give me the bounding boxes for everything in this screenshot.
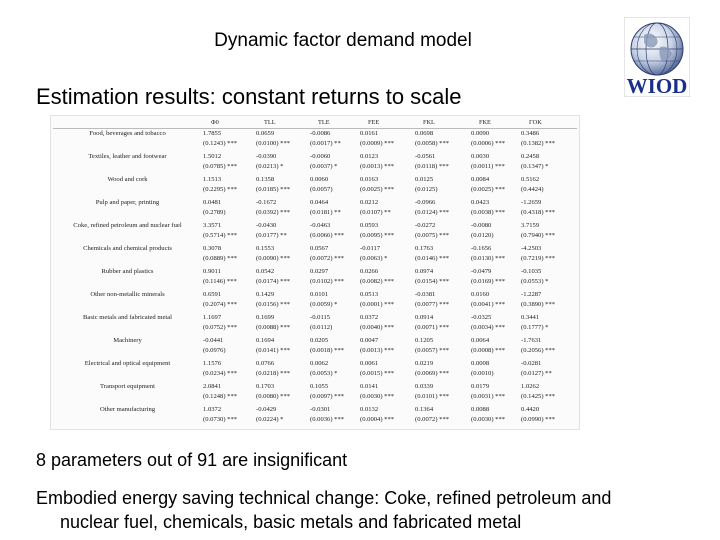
std-error-cell: (0.0102) ***: [310, 278, 345, 285]
std-error-cell: (0.0224) *: [256, 416, 284, 423]
std-error-cell: (0.5714) ***: [203, 232, 238, 239]
std-error-cell: (0.0127) **: [521, 370, 552, 377]
coefficient-cell: 0.0914: [415, 314, 434, 321]
std-error-cell: (0.0234) ***: [203, 370, 238, 377]
coefficient-cell: -0.0080: [471, 222, 492, 229]
column-header: ΓOK: [529, 119, 542, 126]
coefficient-cell: 1.7855: [203, 130, 222, 137]
std-error-cell: (0.0036) ***: [310, 416, 345, 423]
coefficient-cell: 0.0161: [360, 130, 379, 137]
std-error-cell: (0.0097) ***: [310, 393, 345, 400]
std-error-cell: (0.0025) ***: [360, 186, 395, 193]
std-error-cell: (0.0034) ***: [471, 324, 506, 331]
std-error-cell: (0.0095) ***: [360, 232, 395, 239]
coefficient-cell: 0.0542: [256, 268, 275, 275]
coefficient-cell: 0.0123: [360, 153, 379, 160]
coefficient-cell: 3.7159: [521, 222, 540, 229]
coefficient-cell: 0.0297: [310, 268, 329, 275]
std-error-cell: (0.0040) ***: [360, 324, 395, 331]
std-error-cell: (0.0018) ***: [310, 347, 345, 354]
coefficient-cell: 1.5012: [203, 153, 222, 160]
coefficient-cell: -0.0281: [521, 360, 542, 367]
coefficient-cell: 0.1358: [256, 176, 275, 183]
coefficient-cell: 1.0372: [203, 406, 222, 413]
std-error-cell: (0.0030) ***: [471, 416, 506, 423]
coefficient-cell: -0.1656: [471, 245, 492, 252]
std-error-cell: (0.0990) ***: [521, 416, 556, 423]
coefficient-cell: 0.0513: [360, 291, 379, 298]
coefficient-cell: 0.1699: [256, 314, 275, 321]
coefficient-cell: 0.0141: [360, 383, 379, 390]
std-error-cell: (0.1425) ***: [521, 393, 556, 400]
coefficient-cell: 0.0464: [310, 199, 329, 206]
std-error-cell: (0.0100) ***: [256, 140, 291, 147]
coefficient-cell: 0.0212: [360, 199, 379, 206]
column-header: FEE: [368, 119, 380, 126]
std-error-cell: (0.0392) ***: [256, 209, 291, 216]
column-header: Φ0: [211, 119, 219, 126]
std-error-cell: (0.2056) ***: [521, 347, 556, 354]
std-error-cell: (0.0080) ***: [256, 393, 291, 400]
std-error-cell: (0.0090) ***: [256, 255, 291, 262]
std-error-cell: (0.0010): [471, 370, 494, 377]
insignificant-note: 8 parameters out of 91 are insignificant: [36, 450, 348, 470]
energy-saving-note-line2: nuclear fuel, chemicals, basic metals and fabricated metal: [60, 512, 522, 532]
coefficient-cell: 0.9011: [203, 268, 221, 275]
std-error-cell: (0.2074) ***: [203, 301, 238, 308]
std-error-cell: (0.0037) *: [310, 163, 338, 170]
std-error-cell: (0.0156) ***: [256, 301, 291, 308]
std-error-cell: (0.0141) ***: [256, 347, 291, 354]
sector-label: Basic metals and fabricated metal: [83, 314, 172, 321]
std-error-cell: (0.0008) ***: [471, 347, 506, 354]
coefficient-cell: 0.0060: [310, 176, 329, 183]
std-error-cell: (0.0025) ***: [471, 186, 506, 193]
coefficient-cell: 0.0974: [415, 268, 434, 275]
coefficient-cell: -0.0441: [203, 337, 224, 344]
std-error-cell: (0.0004) ***: [360, 416, 395, 423]
coefficient-cell: -0.0430: [256, 222, 277, 229]
coefficient-cell: 0.0047: [360, 337, 379, 344]
std-error-cell: (0.0038) ***: [471, 209, 506, 216]
coefficient-cell: 0.0125: [415, 176, 434, 183]
std-error-cell: (0.1777) *: [521, 324, 549, 331]
coefficient-cell: -0.0479: [471, 268, 492, 275]
coefficient-cell: -1.2287: [521, 291, 542, 298]
coefficient-cell: 0.0101: [310, 291, 329, 298]
std-error-cell: (0.0088) ***: [256, 324, 291, 331]
column-header: FKL: [423, 119, 435, 126]
coefficient-cell: 0.6591: [203, 291, 222, 298]
coefficient-cell: -0.1672: [256, 199, 277, 206]
sector-label: Wood and cork: [107, 176, 148, 183]
std-error-cell: (0.7940) ***: [521, 232, 556, 239]
std-error-cell: (0.0057) ***: [415, 347, 450, 354]
std-error-cell: (0.1382) ***: [521, 140, 556, 147]
std-error-cell: (0.1146) ***: [203, 278, 237, 285]
sector-label: Textiles, leather and footwear: [88, 153, 167, 160]
column-header: TLL: [264, 119, 276, 126]
std-error-cell: (0.0213) *: [256, 163, 284, 170]
coefficient-cell: -0.0390: [256, 153, 277, 160]
std-error-cell: (0.0072) ***: [310, 255, 345, 262]
sector-label: Food, beverages and tobacco: [89, 130, 166, 137]
coefficient-cell: 0.0372: [360, 314, 379, 321]
coefficient-cell: -0.0272: [415, 222, 436, 229]
coefficient-cell: 0.0593: [360, 222, 379, 229]
sector-label: Other non-metallic minerals: [90, 291, 165, 298]
energy-saving-note: [36, 486, 696, 534]
coefficient-cell: 0.0219: [415, 360, 434, 367]
std-error-cell: (0.1248) ***: [203, 393, 238, 400]
std-error-cell: (0.0107) **: [360, 209, 391, 216]
slide-subtitle: Estimation results: constant returns to scale: [36, 84, 462, 109]
sector-label: Pulp and paper, printing: [95, 199, 160, 206]
coefficient-cell: 0.0062: [310, 360, 329, 367]
coefficient-cell: 1.0262: [521, 383, 540, 390]
coefficient-cell: -4.2503: [521, 245, 542, 252]
std-error-cell: (0.0063) *: [360, 255, 388, 262]
coefficient-cell: 0.0084: [471, 176, 490, 183]
std-error-cell: (0.0169) ***: [471, 278, 506, 285]
coefficient-cell: -0.0086: [310, 130, 331, 137]
std-error-cell: (0.0120): [471, 232, 494, 239]
std-error-cell: (0.0553) *: [521, 278, 549, 285]
std-error-cell: (0.0125): [415, 186, 438, 193]
coefficient-cell: 0.1205: [415, 337, 434, 344]
coefficient-cell: 0.0064: [471, 337, 490, 344]
coefficient-cell: 0.3078: [203, 245, 222, 252]
std-error-cell: (0.2789): [203, 209, 226, 216]
coefficient-cell: -0.0117: [360, 245, 381, 252]
coefficient-cell: -0.0115: [310, 314, 331, 321]
column-header: FKE: [479, 119, 491, 126]
std-error-cell: (0.3890) ***: [521, 301, 556, 308]
coefficient-cell: 0.0088: [471, 406, 490, 413]
std-error-cell: (0.4318) ***: [521, 209, 556, 216]
coefficient-cell: 1.1697: [203, 314, 222, 321]
std-error-cell: (0.0009) ***: [360, 140, 395, 147]
std-error-cell: (0.0017) **: [310, 140, 341, 147]
header-rule: [53, 128, 577, 129]
std-error-cell: (0.0077) ***: [415, 301, 450, 308]
coefficient-cell: 0.0567: [310, 245, 329, 252]
coefficient-cell: 0.0008: [471, 360, 490, 367]
std-error-cell: (0.0218) ***: [256, 370, 291, 377]
coefficient-cell: 0.0090: [471, 130, 490, 137]
coefficient-cell: -0.0463: [310, 222, 331, 229]
coefficient-cell: 0.0423: [471, 199, 490, 206]
std-error-cell: (0.0041) ***: [471, 301, 506, 308]
std-error-cell: (0.0118) ***: [415, 163, 449, 170]
std-error-cell: (0.0013) ***: [360, 347, 395, 354]
sector-label: Chemicals and chemical products: [83, 245, 172, 252]
coefficient-cell: 0.0061: [360, 360, 379, 367]
std-error-cell: (0.0057): [310, 186, 333, 193]
sector-label: Other manufacturing: [99, 406, 156, 413]
std-error-cell: (0.0785) ***: [203, 163, 238, 170]
coefficient-cell: 0.0339: [415, 383, 434, 390]
std-error-cell: (0.1347) *: [521, 163, 549, 170]
coefficient-cell: 0.0698: [415, 130, 434, 137]
coefficient-cell: 0.4420: [521, 406, 540, 413]
coefficient-cell: 0.0266: [360, 268, 379, 275]
std-error-cell: (0.0069) ***: [415, 370, 450, 377]
std-error-cell: (0.0174) ***: [256, 278, 291, 285]
coefficient-cell: 0.0163: [360, 176, 379, 183]
std-error-cell: (0.0130) ***: [471, 255, 506, 262]
std-error-cell: (0.0072) ***: [415, 416, 450, 423]
coefficient-cell: 3.3571: [203, 222, 222, 229]
column-header: TLE: [318, 119, 330, 126]
coefficient-cell: -0.0381: [415, 291, 436, 298]
std-error-cell: (0.7219) ***: [521, 255, 556, 262]
coefficient-cell: 0.5162: [521, 176, 540, 183]
coefficient-cell: -1.2659: [521, 199, 542, 206]
std-error-cell: (0.0889) ***: [203, 255, 238, 262]
coefficient-cell: -0.0060: [310, 153, 331, 160]
wiod-logo: [624, 17, 690, 97]
std-error-cell: (0.1243) ***: [203, 140, 238, 147]
sector-label: Machinery: [113, 337, 142, 344]
std-error-cell: (0.4424): [521, 186, 544, 193]
slide-title: Dynamic factor demand model: [214, 30, 472, 51]
svg-text:WIOD: WIOD: [626, 74, 688, 97]
std-error-cell: (0.0058) ***: [415, 140, 450, 147]
coefficient-cell: 0.0179: [471, 383, 490, 390]
std-error-cell: (0.0124) ***: [415, 209, 450, 216]
std-error-cell: (0.0059) *: [310, 301, 338, 308]
std-error-cell: (0.0001) ***: [360, 301, 395, 308]
coefficient-cell: 0.3486: [521, 130, 540, 137]
coefficient-cell: 0.0205: [310, 337, 329, 344]
coefficient-cell: 0.0481: [203, 199, 222, 206]
std-error-cell: (0.0185) ***: [256, 186, 291, 193]
std-error-cell: (0.0177) **: [256, 232, 287, 239]
std-error-cell: (0.0066) ***: [310, 232, 345, 239]
coefficient-cell: -0.0325: [471, 314, 492, 321]
coefficient-cell: 0.1055: [310, 383, 329, 390]
coefficient-cell: 0.1763: [415, 245, 434, 252]
coefficient-cell: 1.1513: [203, 176, 222, 183]
coefficient-cell: 0.0766: [256, 360, 275, 367]
std-error-cell: (0.0146) ***: [415, 255, 450, 262]
std-error-cell: (0.0075) ***: [415, 232, 450, 239]
coefficient-cell: 0.0659: [256, 130, 275, 137]
coefficient-cell: 0.3441: [521, 314, 540, 321]
coefficient-cell: -1.7631: [521, 337, 542, 344]
coefficient-cell: 2.0841: [203, 383, 222, 390]
coefficient-cell: -0.0429: [256, 406, 277, 413]
std-error-cell: (0.0031) ***: [471, 393, 506, 400]
std-error-cell: (0.0030) ***: [360, 393, 395, 400]
sector-label: Coke, refined petroleum and nuclear fuel: [73, 222, 182, 229]
sector-label: Electrical and optical equipment: [84, 360, 171, 367]
coefficient-cell: 0.1703: [256, 383, 275, 390]
coefficient-cell: 0.2458: [521, 153, 540, 160]
std-error-cell: (0.0101) ***: [415, 393, 450, 400]
std-error-cell: (0.0071) ***: [415, 324, 450, 331]
std-error-cell: (0.0053) *: [310, 370, 338, 377]
energy-saving-note-line1: Embodied energy saving technical change: Coke, refined petroleum and: [36, 488, 612, 508]
coefficient-cell: 0.1553: [256, 245, 275, 252]
std-error-cell: (0.0181) **: [310, 209, 341, 216]
std-error-cell: (0.0013) ***: [360, 163, 395, 170]
std-error-cell: (0.0006) ***: [471, 140, 506, 147]
std-error-cell: (0.2295) ***: [203, 186, 238, 193]
std-error-cell: (0.0976): [203, 347, 226, 354]
sector-label: Transport equipment: [100, 383, 155, 390]
std-error-cell: (0.0730) ***: [203, 416, 238, 423]
coefficient-cell: -0.1035: [521, 268, 542, 275]
estimation-results-table: [50, 115, 580, 430]
std-error-cell: (0.0752) ***: [203, 324, 238, 331]
sector-label: Rubber and plastics: [101, 268, 154, 275]
coefficient-cell: 0.1429: [256, 291, 275, 298]
std-error-cell: (0.0112): [310, 324, 333, 331]
std-error-cell: (0.0154) ***: [415, 278, 450, 285]
std-error-cell: (0.0082) ***: [360, 278, 395, 285]
std-error-cell: (0.0011) ***: [471, 163, 505, 170]
coefficient-cell: -0.0966: [415, 199, 436, 206]
coefficient-cell: 0.0132: [360, 406, 379, 413]
coefficient-cell: 0.0160: [471, 291, 490, 298]
coefficient-cell: 1.1576: [203, 360, 222, 367]
coefficient-cell: 0.0030: [471, 153, 490, 160]
globe-icon: [624, 17, 690, 97]
coefficient-cell: 0.1364: [415, 406, 434, 413]
coefficient-cell: -0.0301: [310, 406, 331, 413]
std-error-cell: (0.0015) ***: [360, 370, 395, 377]
coefficient-cell: 0.1694: [256, 337, 275, 344]
coefficient-cell: -0.0561: [415, 153, 436, 160]
